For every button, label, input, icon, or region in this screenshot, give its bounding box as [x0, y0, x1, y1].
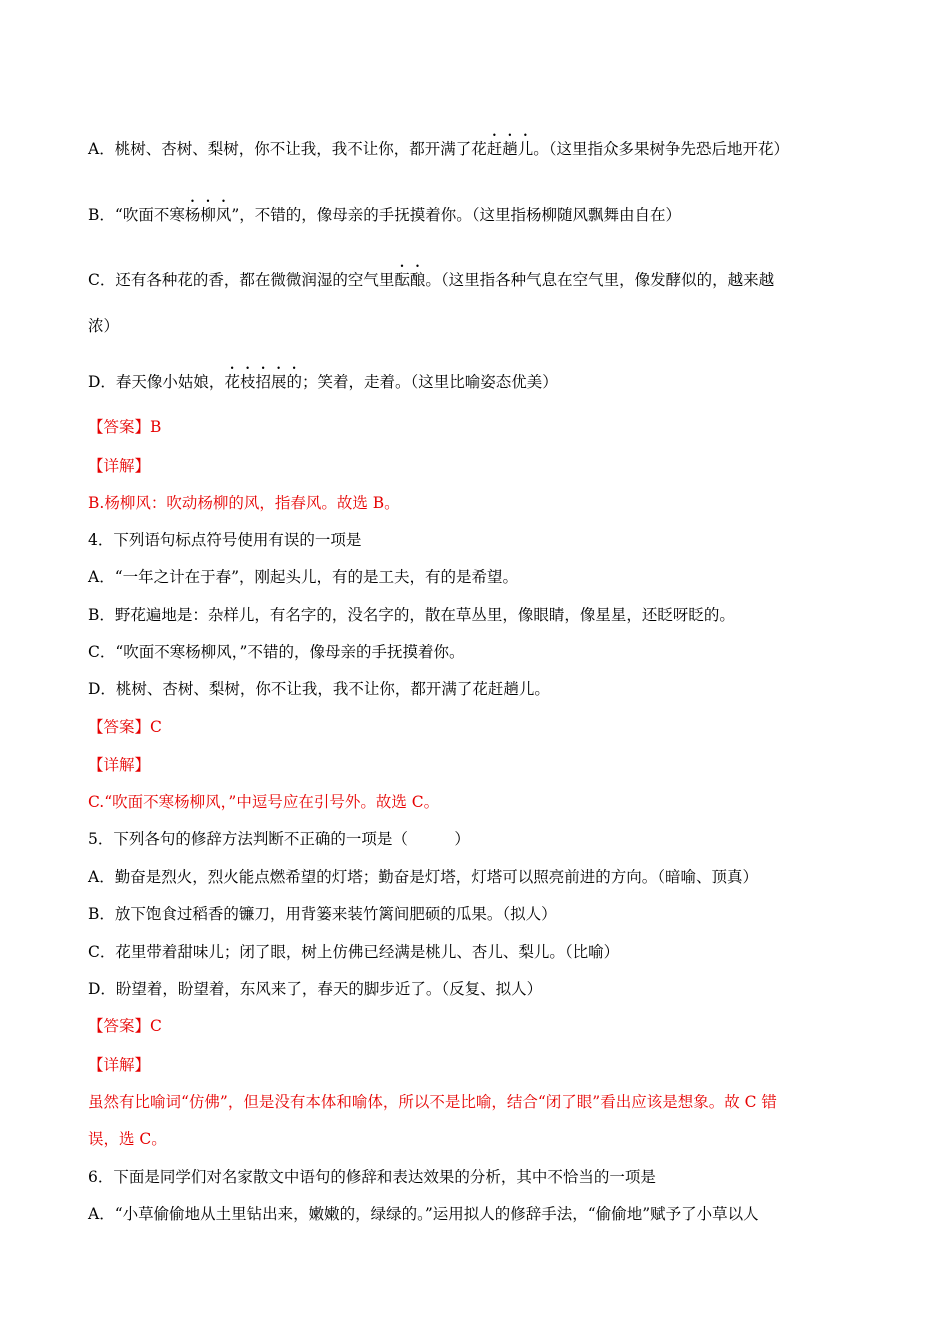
q3-option-c	[88, 262, 868, 291]
option-text: D．春天像小姑娘，	[88, 373, 225, 391]
q5-option-d: D．盼望着，盼望着，东风来了，春天的脚步近了。（反复、拟人）	[88, 980, 543, 998]
q4-detail: C.“吹面不寒杨柳风，”中逗号应在引号外。故选 C。	[88, 793, 440, 811]
q3-answer: 【答案】B	[88, 418, 162, 436]
option-text: C．还有各种花的香，都在微微润湿的空气里	[88, 271, 395, 289]
q5-option-b: B．放下饱食过稻香的镰刀，用背篓来装竹篱间肥硕的瓜果。（拟人）	[88, 905, 557, 923]
q4-answer: 【答案】C	[88, 718, 162, 736]
q6-option-a: A．“小草偷偷地从土里钻出来，嫩嫩的，绿绿的。”运用拟人的修辞手法，“偷偷地”赋予了小草以人	[88, 1205, 759, 1223]
q4-option-a: A．“一年之计在于春”，刚起头儿，有的是工夫，有的是希望。	[88, 568, 519, 586]
q3-detail: B.杨柳风：吹动杨柳的风，指春风。故选 B。	[88, 494, 400, 512]
option-note: ；笑着，走着。（这里比喻姿态优美）	[301, 373, 558, 391]
q5-option-a: A．勤奋是烈火，烈火能点燃希望的灯塔；勤奋是灯塔，灯塔可以照亮前进的方向。（暗喻、顶真）	[88, 868, 758, 886]
q5-answer: 【答案】C	[88, 1017, 162, 1035]
q4-option-c: C．“吹面不寒杨柳风，”不错的，像母亲的手抚摸着你。	[88, 643, 465, 661]
option-note: ”，不错的，像母亲的手抚摸着你。（这里指杨柳随风飘舞由自在）	[231, 206, 682, 224]
option-note: 。（这里指众多果树争先恐后地开花）	[533, 140, 789, 158]
emphasized-term: 杨柳风	[184, 206, 232, 224]
q3-option-b	[88, 197, 868, 226]
q5-detail-line-1: 虽然有比喻词“仿佛”，但是没有本体和喻体，所以不是比喻，结合“闭了眼”看出应该是想象。故 C 错	[88, 1093, 777, 1111]
q5-option-c: C．花里带着甜味儿；闭了眼，树上仿佛已经满是桃儿、杏儿、梨儿。（比喻）	[88, 943, 620, 961]
emphasized-term: 花枝招展的	[224, 373, 302, 391]
option-note: 。（这里指各种气息在空气里，像发酵似的，越来越	[425, 271, 775, 289]
q4-option-b: B．野花遍地是：杂样儿，有名字的，没名字的，散在草丛里，像眼睛，像星星，还眨呀眨的。	[88, 606, 735, 624]
emphasized-term: 酝酿	[394, 271, 426, 289]
q3-option-c-continuation: 浓）	[88, 317, 120, 335]
q5-detail-line-2: 误，选 C。	[88, 1130, 167, 1148]
q3-option-d	[88, 364, 868, 393]
option-text: A．桃树、杏树、梨树，你不让我，我不让你，都开满了花	[88, 140, 487, 158]
q3-option-a	[88, 131, 868, 160]
q6-stem: 6．下面是同学们对名家散文中语句的修辞和表达效果的分析，其中不恰当的一项是	[88, 1168, 656, 1186]
q4-stem: 4．下列语句标点符号使用有误的一项是	[88, 531, 362, 549]
emphasized-term: 赶趟儿	[486, 140, 534, 158]
q5-detail-label: 【详解】	[88, 1056, 151, 1074]
q5-stem: 5．下列各句的修辞方法判断不正确的一项是（ ）	[88, 830, 470, 848]
q4-detail-label: 【详解】	[88, 756, 151, 774]
option-text: B．“吹面不寒	[88, 206, 185, 224]
q4-option-d: D．桃树、杏树、梨树，你不让我，我不让你，都开满了花赶趟儿。	[88, 680, 550, 698]
q3-detail-label: 【详解】	[88, 457, 151, 475]
